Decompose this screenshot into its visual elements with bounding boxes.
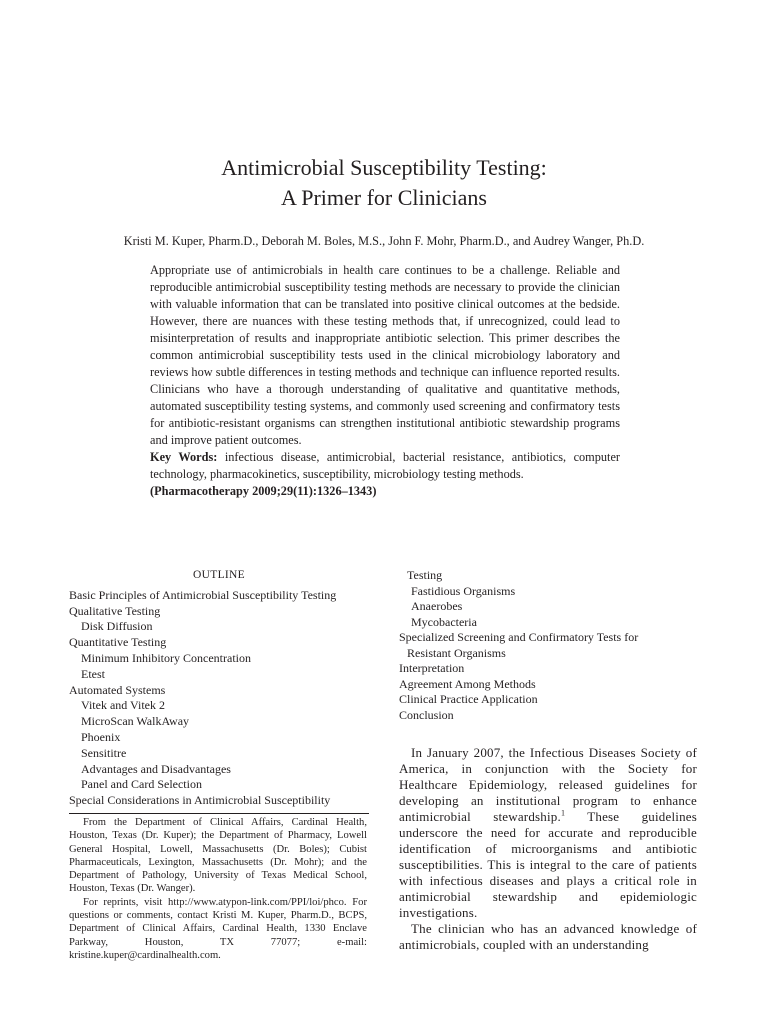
footnote-divider — [69, 813, 369, 814]
reference-superscript[interactable]: 1 — [560, 808, 566, 818]
outline-item: Specialized Screening and Confirmatory Tests for — [399, 630, 639, 644]
body-paragraph-1: In January 2007, the Infectious Diseases Society of America, in conjunction with the Society for Healthcare Epidemiology, released guidelines for developing an institutional program to enhance antimicrobial stewardship. — [399, 745, 697, 824]
outline-subitem: MicroScan WalkAway — [81, 714, 190, 729]
outline-subitem: Panel and Card Selection — [81, 777, 202, 792]
outline-subitem: Mycobacteria — [411, 614, 477, 629]
article-title-line-1: Antimicrobial Susceptibility Testing: — [221, 155, 547, 180]
body-paragraph-1-continued: These guidelines underscore the need for accurate and reproducible identification of microorganisms and antibiotic susceptibilities. This is integral to the care of patients with infectious diseases and plays a critical role in antimicrobial stewardship and epidemiologic investigations. — [399, 809, 698, 920]
citation: (Pharmacotherapy 2009;29(11):1326–1343) — [150, 484, 377, 498]
abstract-text: Appropriate use of antimicrobials in health care continues to be a challenge. Reliable and reproducible antimicrobial susceptibility testing methods are necessary to provide the clinician with valuable information that can be translated into positive clinical outcomes at the bedside. However, there are nuances with these testing methods that, if unrecognized, could lead to misinterpretation of results and inappropriate antibiotic selection. This primer describes the common antimicrobial susceptibility tests used in the clinical microbiology laboratory and reviews how subtle differences in testing methods and technique can influence reported results. Clinicians who have a thorough understanding of qualitative and quantitative methods, automated susceptibility testing systems, and commonly used screening and confirmatory tests for antibiotic-resistant organisms can strengthen institutional antibiotic stewardship programs and improve patient outcomes. — [150, 263, 620, 447]
body-paragraph-2: The clinician who has an advanced knowledge of antimicrobials, coupled with an understanding — [399, 921, 697, 952]
left-column — [69, 568, 369, 962]
outline-item: Clinical Practice Application — [399, 692, 538, 706]
keywords-list: infectious disease, antimicrobial, bacterial resistance, antibiotics, computer technology, pharmacokinetics, susceptibility, microbiology testing methods. — [150, 450, 621, 481]
outline-item: Qualitative Testing — [69, 603, 161, 618]
outline-subitem: Etest — [81, 666, 105, 681]
author-list: Kristi M. Kuper, Pharm.D., Deborah M. Boles, M.S., John F. Mohr, Pharm.D., and Audrey Wanger, Ph.D. — [123, 234, 645, 248]
body-text — [399, 745, 697, 953]
outline-subitem: Vitek and Vitek 2 — [81, 698, 165, 713]
outline-item: Basic Principles of Antimicrobial Susceptibility Testing — [69, 587, 337, 602]
outline-item: Interpretation — [399, 661, 465, 675]
outline-item: Automated Systems — [69, 682, 166, 697]
body-paragraph — [399, 745, 697, 921]
article-title — [0, 153, 768, 213]
outline-subitem: Advantages and Disadvantages — [81, 761, 231, 776]
outline-item: Agreement Among Methods — [399, 676, 536, 691]
footnote — [69, 816, 367, 962]
outline-item: Special Considerations in Antimicrobial Susceptibility — [69, 793, 331, 808]
outline-item-continued: Testing — [407, 568, 443, 582]
outline-item-continued: Resistant Organisms — [407, 645, 506, 660]
abstract — [150, 262, 620, 500]
keywords-label: Key Words: — [150, 450, 218, 464]
outline-item: Conclusion — [399, 707, 454, 722]
outline-subitem: Fastidious Organisms — [411, 583, 516, 598]
outline-subitem: Disk Diffusion — [81, 619, 153, 634]
outline-item: Quantitative Testing — [69, 635, 167, 650]
footnote-affiliation: From the Department of Clinical Affairs, Cardinal Health, Houston, Texas (Dr. Kuper); the Department of Pharmacy, Lowell General Hospital, Lowell, Massachusetts (Dr. Boles); Cubist Pharmaceuticals, Lexington, Massachusetts (Dr. Mohr); and the Department of Pathology, University of Texas Medical School, Houston, Texas (Dr. Wanger). — [69, 816, 367, 895]
outline-subitem: Sensititre — [81, 745, 127, 760]
outline-heading: OUTLINE — [193, 569, 245, 581]
article-title-line-2: A Primer for Clinicians — [281, 185, 487, 210]
outline-subitem: Anaerobes — [411, 599, 463, 613]
keywords — [150, 449, 620, 483]
outline-subitem: Minimum Inhibitory Concentration — [81, 650, 251, 665]
footnote-reprints: For reprints, visit http://www.atypon-link.com/PPI/loi/phco. For questions or comments, contact Kristi M. Kuper, Pharm.D., BCPS, Department of Clinical Affairs, Cardinal Health, 1330 Enclave Parkway, Houston, TX 77077; e-mail: kristine.kuper@cardinalhealth.com. — [69, 896, 367, 961]
right-column — [399, 568, 697, 953]
outline-subitem: Phoenix — [81, 729, 121, 744]
